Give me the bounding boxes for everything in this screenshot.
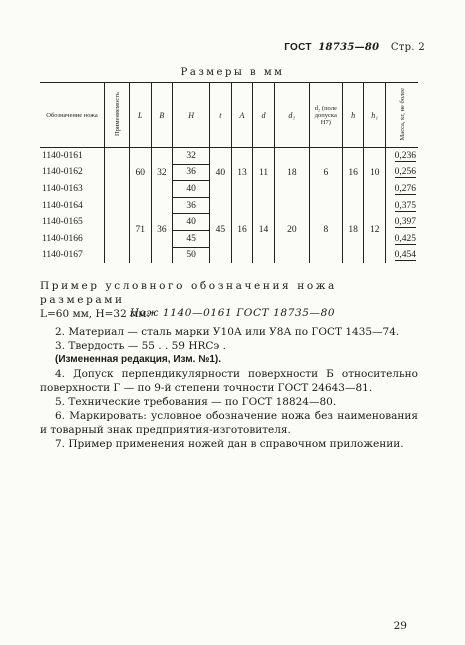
page-number: 29 [393, 620, 407, 632]
item-hardness: 3. Твердость — 55 . . 59 HRCэ . [55, 340, 226, 352]
table-header-row [40, 83, 418, 148]
col-d1: d₁ [274, 83, 309, 148]
col-h: h [342, 83, 364, 148]
cell-d2: 8 [309, 197, 342, 263]
cell-d1: 20 [274, 197, 309, 263]
table-caption: Размеры в мм [180, 67, 285, 78]
cell-H: 36 [173, 164, 210, 181]
cell-h: 18 [342, 197, 364, 263]
col-mass: Масса, кг, не более [386, 83, 419, 148]
cell-designation: 1140-0166 [42, 233, 83, 244]
cell-designation: 1140-0165 [42, 217, 83, 228]
cell-d1: 18 [274, 148, 309, 198]
cell-L: 60 [130, 148, 152, 198]
cell-designation: 1140-0162 [42, 167, 83, 178]
cell-mass: 0,236 [386, 148, 419, 165]
cell-A: 16 [231, 197, 253, 263]
item-technical-requirements: 5. Технические требования — по ГОСТ 18824—80. [55, 396, 337, 408]
cell-d: 11 [253, 148, 275, 198]
cell-H: 32 [173, 148, 210, 165]
cell-mass: 0,375 [386, 197, 419, 214]
dimensions-table [40, 82, 418, 263]
cell-h1: 12 [364, 197, 386, 263]
standard-label: ГОСТ [284, 42, 312, 53]
cell-H: 45 [173, 230, 210, 247]
page-header [284, 42, 425, 53]
cell-mass: 0,397 [386, 214, 419, 231]
col-h1: h₁ [364, 83, 386, 148]
col-applicability: Применяемость [105, 83, 130, 148]
item-application-example: 7. Пример применения ножей дан в справочном приложении. [55, 438, 404, 450]
cell-designation: 1140-0167 [42, 250, 83, 261]
cell-designation: 1140-0164 [42, 200, 83, 211]
col-A: A [231, 83, 253, 148]
col-t: t [210, 83, 232, 148]
page-label: Стр. 2 [390, 42, 425, 53]
cell-H: 40 [173, 214, 210, 231]
cell-A: 13 [231, 148, 253, 198]
requirements-list [40, 325, 418, 451]
cell-h1: 10 [364, 148, 386, 198]
table-row [40, 148, 418, 165]
cell-B: 32 [151, 148, 173, 198]
cell-designation: 1140-0161 [42, 151, 83, 162]
example-designation: Нож 1140—0161 ГОСТ 18735—80 [129, 307, 336, 319]
cell-B: 36 [151, 197, 173, 263]
cell-mass: 0,276 [386, 181, 419, 198]
col-H: H [173, 83, 210, 148]
item-marking: 6. Маркировать: условное обозначение ножа без наименования и товарный знак предприятия-изготовителя. [40, 410, 418, 436]
col-d: d [253, 83, 275, 148]
cell-d2: 6 [309, 148, 342, 198]
cell-L: 71 [130, 197, 152, 263]
cell-applicability [105, 197, 130, 263]
table-row [40, 197, 418, 214]
item-material: 2. Материал — сталь марки У10А или У8А по ГОСТ 1435—74. [55, 326, 400, 338]
col-d2: d₂ (поле допуска H7) [309, 83, 342, 148]
cell-h: 16 [342, 148, 364, 198]
cell-H: 36 [173, 197, 210, 214]
col-designation: Обозначение ножа [40, 83, 105, 148]
item-perpendicularity: 4. Допуск перпендикулярности поверхности Б относительно поверхности Г — по 9-й степени точности ГОСТ 24643—81. [40, 368, 418, 394]
item-revision-note: (Измененная редакция, Изм. №1). [55, 354, 222, 365]
col-B: B [151, 83, 173, 148]
cell-H: 40 [173, 181, 210, 198]
cell-mass: 0,256 [386, 164, 419, 181]
cell-mass: 0,454 [386, 247, 419, 263]
cell-designation: 1140-0163 [42, 183, 83, 194]
cell-applicability [105, 148, 130, 198]
cell-t: 40 [210, 148, 232, 198]
cell-H: 50 [173, 247, 210, 263]
col-L: L [130, 83, 152, 148]
cell-t: 45 [210, 197, 232, 263]
example-line-2: L=60 мм, H=32 мм: [40, 308, 151, 320]
example-line-1: Пример условного обозначения ножа размерами [40, 280, 337, 306]
cell-mass: 0,425 [386, 230, 419, 247]
standard-code: 18735—80 [318, 42, 380, 53]
cell-d: 14 [253, 197, 275, 263]
